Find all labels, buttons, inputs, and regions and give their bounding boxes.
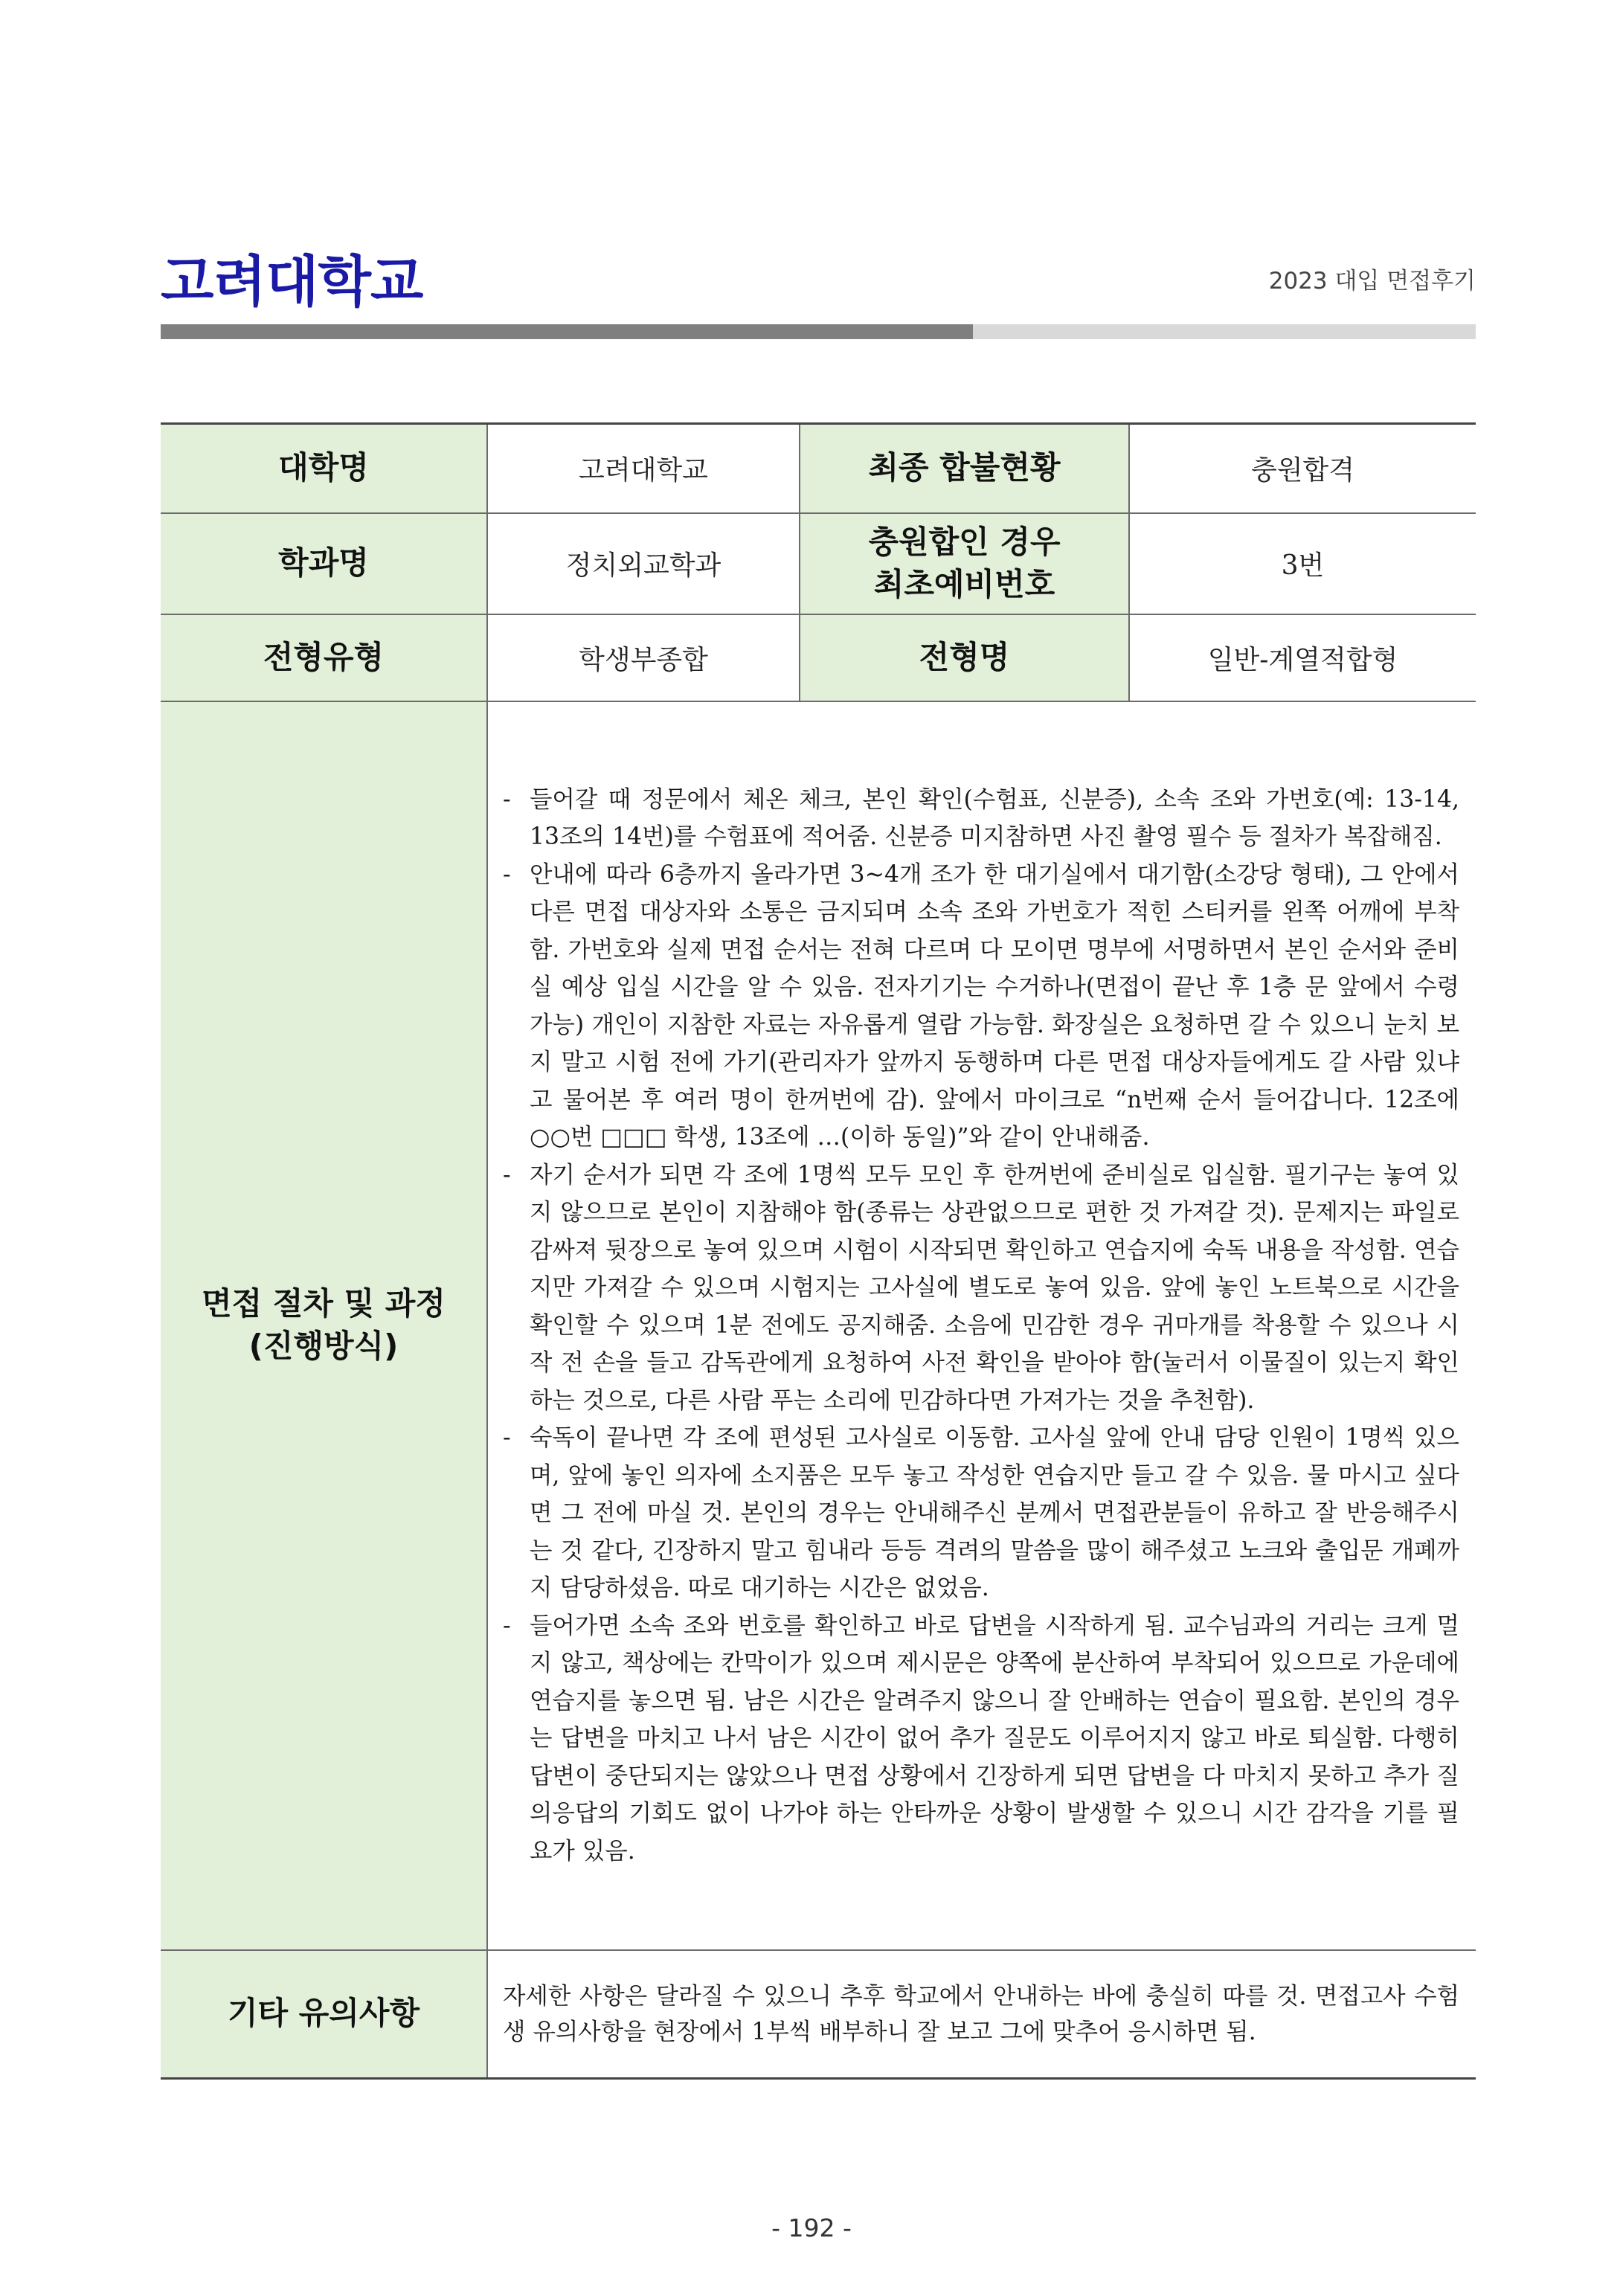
list-item: - 들어가면 소속 조와 번호를 확인하고 바로 답변을 시작하게 됨. 교수님과의 거리는 크게 멀지 않고, 책상에는 칸막이가 있으며 제시문은 양쪽에 분산하여 부착되어 있으므로 가운데에 연습지를 놓으면 됨. 남은 시간은 알려주지 않으니 잘 안배하는 연습이 필요함. 본인의 경우는 답변을 마치고 나서 남은 시간이 없어 추가 질문도 이루어지지 않고 바로 퇴실함. 다행히 답변이 중단되지는 않았으나 면접 상황에서 긴장하게 되면 답변을 다 마치지 못하고 추가 질의응답의 기회도 없이 나가야 하는 안타까운 상황이 발생할 수 있으니 시간 감각을 기를 필요가 있음. [503,1612,1459,1865]
interview-process-label [161,701,487,1950]
header-rule-dark [161,324,973,339]
process-item-text: 안내에 따라 6층까지 올라가면 3~4개 조가 한 대기실에서 대기함(소강당 형태), 그 안에서 다른 면접 대상자와 소통은 금지되며 소속 조와 가번호가 적힌 스티커를 왼쪽 어깨에 부착함. 가번호와 실제 면접 순서는 전혀 다르며 다 모이면 명부에 서명하면서 본인 순서와 준비실 예상 입실 시간을 알 수 있음. 전자기기는 수거하나(면접이 끝난 후 1층 문 앞에서 수령 가능) 개인이 지참한 자료는 자유롭게 열람 가능함. 화장실은 요청하면 갈 수 있으니 눈치 보지 말고 시험 전에 가기(관리자가 앞까지 동행하며 다른 면접 대상자들에게도 갈 사람 있냐고 물어본 후 여러 명이 한꺼번에 감). 앞에서 마이크로 “n번째 순서 들어갑니다. 12조에 ○○번 □□□ 학생, 13조에 …(이하 동일)”와 같이 안내해줌. [530,861,1459,1151]
list-item: - 안내에 따라 6층까지 올라가면 3~4개 조가 한 대기실에서 대기함(소강당 형태), 그 안에서 다른 면접 대상자와 소통은 금지되며 소속 조와 가번호가 적힌 스티커를 왼쪽 어깨에 부착함. 가번호와 실제 면접 순서는 전혀 다르며 다 모이면 명부에 서명하면서 본인 순서와 준비실 예상 입실 시간을 알 수 있음. 전자기기는 수거하나(면접이 끝난 후 1층 문 앞에서 수령 가능) 개인이 지참한 자료는 자유롭게 열람 가능함. 화장실은 요청하면 갈 수 있으니 눈치 보지 말고 시험 전에 가기(관리자가 앞까지 동행하며 다른 면접 대상자들에게도 갈 사람 있냐고 물어본 후 여러 명이 한꺼번에 감). 앞에서 마이크로 “n번째 순서 들어갑니다. 12조에 ○○번 □□□ 학생, 13조에 …(이하 동일)”와 같이 안내해줌. [503,861,1459,1151]
table-row [161,614,1476,701]
admission-type-value: 학생부종합 [487,614,800,701]
interview-process-content [487,701,1476,1950]
page-number: - 192 - [771,2213,852,2242]
process-list [503,781,1459,1871]
admission-name-label: 전형명 [800,614,1129,701]
final-result-label: 최종 합불현황 [800,424,1129,513]
other-notes-label: 기타 유의사항 [161,1950,487,2079]
department-label: 학과명 [161,513,487,614]
process-label-line1: 면접 절차 및 과정 [202,1285,446,1322]
list-item: - 자기 순서가 되면 각 조에 1명씩 모두 모인 후 한꺼번에 준비실로 입실함. 필기구는 놓여 있지 않으므로 본인이 지참해야 함(종류는 상관없으므로 편한 것 가져갈 것). 문제지는 파일로 감싸져 뒷장으로 놓여 있으며 시험이 시작되면 확인하고 연습지에 숙독 내용을 작성함. 연습지만 가져갈 수 있으며 시험지는 고사실에 별도로 놓여 있음. 앞에 놓인 노트북으로 시간을 확인할 수 있으며 1분 전에도 공지해줌. 소음에 민감한 경우 귀마개를 착용할 수 있으나 시작 전 손을 들고 감독관에게 요청하여 사전 확인을 받아야 함(눌러서 이물질이 있는지 확인하는 것으로, 다른 사람 푸는 소리에 민감하다면 가져가는 것을 추천함). [503,1161,1459,1414]
table-row [161,1950,1476,2079]
list-item: - 숙독이 끝나면 각 조에 편성된 고사실로 이동함. 고사실 앞에 안내 담당 인원이 1명씩 있으며, 앞에 놓인 의자에 소지품은 모두 놓고 작성한 연습지만 들고 갈 수 있음. 물 마시고 싶다면 그 전에 마실 것. 본인의 경우는 안내해주신 분께서 면접관분들이 유하고 잘 반응해주시는 것 같다, 긴장하지 말고 힘내라 등등 격려의 말씀을 많이 해주셨고 노크와 출입문 개폐까지 담당하셨음. 따로 대기하는 시간은 없었음. [503,1424,1459,1602]
table-row [161,701,1476,1950]
admission-name-value: 일반-계열적합형 [1129,614,1476,701]
table-row [161,424,1476,513]
department-value: 정치외교학과 [487,513,800,614]
process-item-text: 자기 순서가 되면 각 조에 1명씩 모두 모인 후 한꺼번에 준비실로 입실함. 필기구는 놓여 있지 않으므로 본인이 지참해야 함(종류는 상관없으므로 편한 것 가져갈 것). 문제지는 파일로 감싸져 뒷장으로 놓여 있으며 시험이 시작되면 확인하고 연습지에 숙독 내용을 작성함. 연습지만 가져갈 수 있으며 시험지는 고사실에 별도로 놓여 있음. 앞에 놓인 노트북으로 시간을 확인할 수 있으며 1분 전에도 공지해줌. 소음에 민감한 경우 귀마개를 착용할 수 있으나 시작 전 손을 들고 감독관에게 요청하여 사전 확인을 받아야 함(눌러서 이물질이 있는지 확인하는 것으로, 다른 사람 푸는 소리에 민감하다면 가져가는 것을 추천함). [530,1161,1459,1414]
admission-type-label: 전형유형 [161,614,487,701]
process-item-text: 숙독이 끝나면 각 조에 편성된 고사실로 이동함. 고사실 앞에 안내 담당 인원이 1명씩 있으며, 앞에 놓인 의자에 소지품은 모두 놓고 작성한 연습지만 들고 갈 수 있음. 물 마시고 싶다면 그 전에 마실 것. 본인의 경우는 안내해주신 분께서 면접관분들이 유하고 잘 반응해주시는 것 같다, 긴장하지 말고 힘내라 등등 격려의 말씀을 많이 해주셨고 노크와 출입문 개폐까지 담당하셨음. 따로 대기하는 시간은 없었음. [530,1424,1459,1602]
waitlist-label-line1: 충원합인 경우 [868,523,1061,560]
interview-info-table [161,422,1476,2080]
other-notes-content: 자세한 사항은 달라질 수 있으니 추후 학교에서 안내하는 바에 충실히 따를 것. 면접고사 수험생 유의사항을 현장에서 1부씩 배부하니 잘 보고 그에 맞추어 응시하면 됨. [487,1950,1476,2079]
final-result-value: 충원합격 [1129,424,1476,513]
university-title: 고려대학교 [161,250,423,314]
header-rule-light [973,324,1476,339]
document-label: 2023 대입 면접후기 [1268,268,1476,295]
university-name-label: 대학명 [161,424,487,513]
table-row [161,513,1476,614]
process-label-line2: (진행방식) [248,1328,399,1364]
list-item: - 들어갈 때 정문에서 체온 체크, 본인 확인(수험표, 신분증), 소속 조와 가번호(예: 13-14, 13조의 14번)를 수험표에 적어줌. 신분증 미지참하면 사진 촬영 필수 등 절차가 복잡해짐. [503,785,1459,851]
process-item-text: 들어가면 소속 조와 번호를 확인하고 바로 답변을 시작하게 됨. 교수님과의 거리는 크게 멀지 않고, 책상에는 칸막이가 있으며 제시문은 양쪽에 분산하여 부착되어 있으므로 가운데에 연습지를 놓으면 됨. 남은 시간은 알려주지 않으니 잘 안배하는 연습이 필요함. 본인의 경우는 답변을 마치고 나서 남은 시간이 없어 추가 질문도 이루어지지 않고 바로 퇴실함. 다행히 답변이 중단되지는 않았으나 면접 상황에서 긴장하게 되면 답변을 다 마치지 못하고 추가 질의응답의 기회도 없이 나가야 하는 안타까운 상황이 발생할 수 있으니 시간 감각을 기를 필요가 있음. [530,1612,1459,1865]
university-name-value: 고려대학교 [487,424,800,513]
waitlist-number-value: 3번 [1129,513,1476,614]
waitlist-number-label [800,513,1129,614]
waitlist-label-line2: 최초예비번호 [873,565,1055,602]
process-item-text: 들어갈 때 정문에서 체온 체크, 본인 확인(수험표, 신분증), 소속 조와 가번호(예: 13-14, 13조의 14번)를 수험표에 적어줌. 신분증 미지참하면 사진 촬영 필수 등 절차가 복잡해짐. [530,785,1459,851]
